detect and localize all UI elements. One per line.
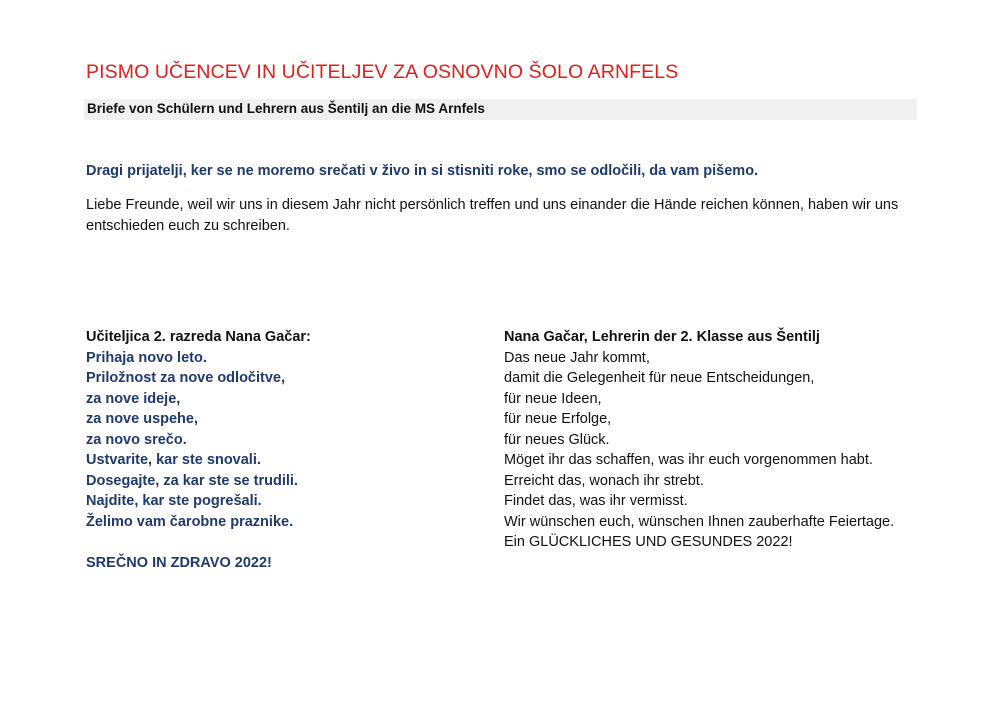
german-poem-line: für neue Erfolge,: [504, 411, 612, 427]
intro-slovene: Dragi prijatelji, ker se ne moremo srečati v živo in si stisniti roke, smo se odločili, da vam pišemo.: [86, 163, 759, 179]
slovene-poem-line: Ustvarite, kar ste snovali.: [86, 452, 261, 468]
intro-german: Liebe Freunde, weil wir uns in diesem Jahr nicht persönlich treffen und uns einander die Hände reichen können, haben wir uns entschieden euch zu schreiben.: [86, 197, 899, 234]
german-poem-column: [504, 327, 924, 553]
document-title: PISMO UČENCEV IN UČITELJEV ZA OSNOVNO ŠOLO ARNFELS: [86, 61, 679, 83]
german-poem-line: Wir wünschen euch, wünschen Ihnen zauberhafte Feiertage.: [504, 513, 895, 530]
spacer: [86, 532, 466, 553]
german-poem-line: für neues Glück.: [504, 431, 610, 448]
german-poem-line: Erreicht das, wonach ihr strebt.: [504, 472, 704, 489]
slovene-poem-line: Dosegajte, za kar ste se trudili.: [86, 472, 298, 489]
slovene-poem-line: za novo srečo.: [86, 431, 187, 448]
slovene-poem-line: Najdite, kar ste pogrešali.: [86, 493, 262, 509]
slovene-poem-line: za nove ideje,: [86, 390, 181, 407]
slovene-poem-line: za nove uspehe,: [86, 411, 199, 427]
german-closing: Ein GLÜCKLICHES UND GESUNDES 2022!: [504, 534, 793, 550]
german-poem-line: für neue Ideen,: [504, 390, 602, 407]
german-poem-line: Möget ihr das schaffen, was ihr euch vorgenommen habt.: [504, 452, 873, 468]
slovene-poem-column: [86, 327, 466, 573]
document-subtitle: Briefe von Schülern und Lehrern aus Šentilj an die MS Arnfels: [87, 101, 485, 116]
german-poem-line: Das neue Jahr kommt,: [504, 349, 650, 366]
subtitle-bar: [84, 99, 917, 120]
slovene-poem-line: Želimo vam čarobne praznike.: [86, 513, 294, 530]
german-poem-heading: Nana Gačar, Lehrerin der 2. Klasse aus Šentilj: [504, 329, 820, 345]
german-poem-line: Findet das, was ihr vermisst.: [504, 493, 688, 509]
slovene-poem-line: Prihaja novo leto.: [86, 349, 207, 366]
slovene-poem-heading: Učiteljica 2. razreda Nana Gačar:: [86, 329, 311, 345]
slovene-closing: SREČNO IN ZDRAVO 2022!: [86, 554, 272, 571]
slovene-poem-line: Priložnost za nove odločitve,: [86, 370, 286, 386]
german-poem-line: damit die Gelegenheit für neue Entscheidungen,: [504, 370, 815, 386]
